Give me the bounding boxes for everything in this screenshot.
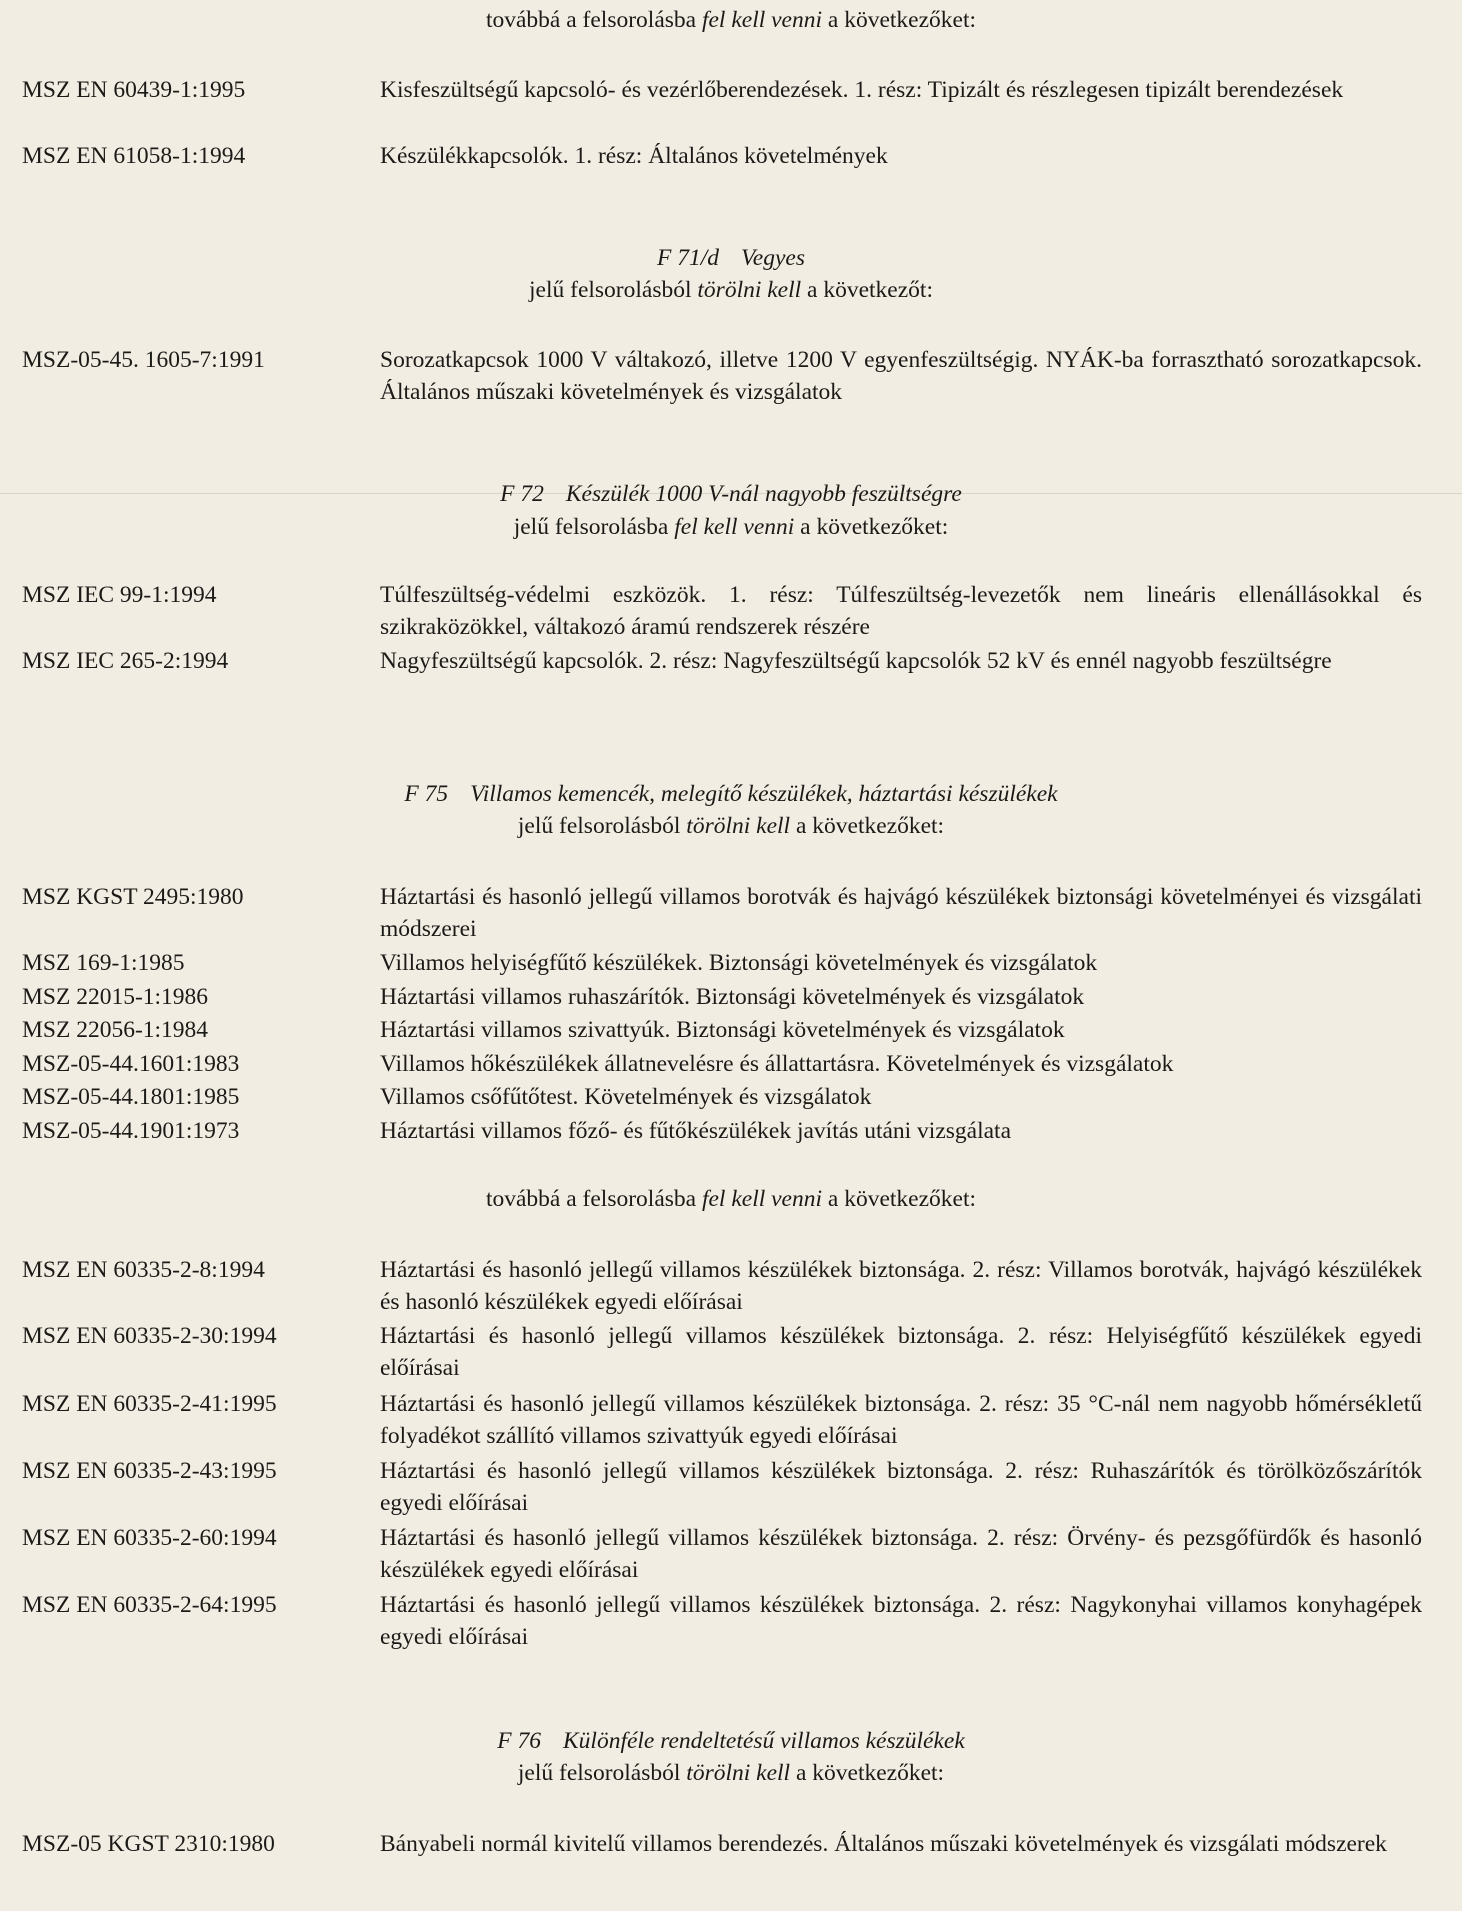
- intro-emphasis: fel kell venni: [701, 1186, 823, 1212]
- standard-code: MSZ EN 61058-1:1994: [22, 143, 246, 169]
- standard-code: MSZ-05-44.1601:1983: [22, 1051, 240, 1077]
- intro-text: a következőt:: [801, 277, 933, 303]
- intro-text: jelű felsorolásból: [529, 277, 698, 303]
- standard-code: MSZ-05-44.1901:1973: [22, 1118, 240, 1144]
- standard-title: Kisfeszültségű kapcsoló- és vezérlőberendezések. 1. rész: Tipizált és részlegesen tipizált berendezések: [380, 77, 1344, 103]
- intro-text: a következőket:: [794, 514, 949, 540]
- intro-text: a következőket:: [822, 1186, 977, 1212]
- section-heading: [0, 778, 1462, 810]
- standard-title: Háztartási és hasonló jellegű villamos készülékek biztonsága. 2. rész: Helyiségfűtő készülékek egyedi előírásai: [380, 1323, 1422, 1381]
- standard-code: MSZ EN 60335-2-30:1994: [22, 1323, 277, 1349]
- intro-top: [0, 4, 1462, 36]
- intro-text: a következőket:: [790, 813, 945, 839]
- section-heading-code: F 71/d: [657, 245, 720, 271]
- standard-title: Nagyfeszültségű kapcsolók. 2. rész: Nagyfeszültségű kapcsolók 52 kV és ennél nagyobb feszültségre: [380, 648, 1332, 674]
- standard-code: MSZ EN 60335-2-60:1994: [22, 1525, 277, 1551]
- intro-emphasis: fel kell venni: [674, 514, 795, 540]
- intro-text: a következőket:: [822, 7, 977, 33]
- intro-emphasis: törölni kell: [697, 277, 802, 303]
- section-intro: [0, 810, 1462, 842]
- standard-title: Túlfeszültség-védelmi eszközök. 1. rész: Túlfeszültség-levezetők nem lineáris ellenállásokkal és szikraközökkel, váltakozó áramú rendszerek részére: [380, 582, 1422, 640]
- intro-text: jelű felsorolásból: [517, 1760, 687, 1786]
- section-heading-title: Készülék 1000 V-nál nagyobb feszültségre: [565, 481, 962, 507]
- section-intro: [0, 274, 1462, 306]
- standard-title: Háztartási villamos ruhaszárítók. Biztonsági követelmények és vizsgálatok: [380, 984, 1085, 1010]
- section-heading: [0, 478, 1462, 510]
- standard-title: Villamos hőkészülékek állatnevelésre és állattartásra. Követelmények és vizsgálatok: [380, 1051, 1174, 1077]
- standard-code: MSZ EN 60335-2-8:1994: [22, 1257, 265, 1283]
- standard-code: MSZ IEC 265-2:1994: [22, 648, 229, 674]
- section-intro: [0, 1183, 1462, 1215]
- standard-code: MSZ KGST 2495:1980: [22, 884, 244, 910]
- standard-title: Háztartási és hasonló jellegű villamos készülékek biztonsága. 2. rész: Örvény- és pezsgőfürdők és hasonló készülékek egyedi előírásai: [380, 1525, 1422, 1583]
- standard-title: Háztartási és hasonló jellegű villamos készülékek biztonsága. 2. rész: 35 °C-nál nem nagyobb hőmérsékletű folyadékot szállító villamos szivattyúk egyedi előírásai: [380, 1391, 1422, 1449]
- standard-code: MSZ EN 60439-1:1995: [22, 77, 246, 103]
- standard-title: Bányabeli normál kivitelű villamos berendezés. Általános műszaki követelmények és vizsgálati módszerek: [380, 1831, 1387, 1857]
- standard-title: Háztartási villamos főző- és fűtőkészülékek javítás utáni vizsgálata: [380, 1118, 1012, 1144]
- standard-code: MSZ-05-45. 1605-7:1991: [22, 347, 265, 373]
- intro-text: a következőket:: [790, 1760, 945, 1786]
- standard-title: Villamos helyiségfűtő készülékek. Biztonsági követelmények és vizsgálatok: [380, 950, 1098, 976]
- standard-title: Villamos csőfűtőtest. Követelmények és vizsgálatok: [380, 1084, 872, 1110]
- section-heading-code: F 72: [500, 481, 544, 507]
- section-heading: [0, 242, 1462, 274]
- intro-emphasis: törölni kell: [686, 1760, 791, 1786]
- section-intro: [0, 1757, 1462, 1789]
- standard-code: MSZ-05-44.1801:1985: [22, 1084, 240, 1110]
- standard-code: MSZ 22056-1:1984: [22, 1017, 209, 1043]
- intro-emphasis: törölni kell: [686, 813, 791, 839]
- standard-title: Háztartási és hasonló jellegű villamos készülékek biztonsága. 2. rész: Ruhaszárítók és törölközőszárítók egyedi előírásai: [380, 1458, 1422, 1516]
- standard-title: Háztartási villamos szivattyúk. Biztonsági követelmények és vizsgálatok: [380, 1017, 1065, 1043]
- section-heading-title: Vegyes: [741, 245, 805, 271]
- intro-text: továbbá a felsorolásba: [485, 1186, 702, 1212]
- standard-title: Háztartási és hasonló jellegű villamos készülékek biztonsága. 2. rész: Nagykonyhai villamos konyhagépek egyedi előírásai: [380, 1592, 1422, 1650]
- standard-code: MSZ EN 60335-2-43:1995: [22, 1458, 277, 1484]
- standard-code: MSZ IEC 99-1:1994: [22, 582, 217, 608]
- intro-text: továbbá a felsorolásba: [485, 7, 702, 33]
- section-intro: [0, 511, 1462, 543]
- section-heading-title: Villamos kemencék, melegítő készülékek, háztartási készülékek: [470, 781, 1058, 807]
- standard-code: MSZ 169-1:1985: [22, 950, 185, 976]
- standard-title: Háztartási és hasonló jellegű villamos készülékek biztonsága. 2. rész: Villamos borotvák, hajvágó készülékek és hasonló készülékek egyedi előírásai: [380, 1257, 1422, 1315]
- intro-emphasis: fel kell venni: [701, 7, 823, 33]
- standard-title: Készülékkapcsolók. 1. rész: Általános követelmények: [380, 143, 888, 169]
- standard-code: MSZ EN 60335-2-41:1995: [22, 1391, 277, 1417]
- standard-code: MSZ 22015-1:1986: [22, 984, 209, 1010]
- section-heading-title: Különféle rendeltetésű villamos készülékek: [562, 1728, 965, 1754]
- section-heading: [0, 1725, 1462, 1757]
- section-heading-code: F 76: [497, 1728, 541, 1754]
- intro-text: jelű felsorolásból: [517, 813, 687, 839]
- standard-code: MSZ-05 KGST 2310:1980: [22, 1831, 275, 1857]
- standard-title: Háztartási és hasonló jellegű villamos borotvák és hajvágó készülékek biztonsági követelményei és vizsgálati módszerei: [380, 884, 1422, 942]
- section-heading-code: F 75: [404, 781, 449, 807]
- intro-text: jelű felsorolásba: [513, 514, 675, 540]
- standard-title: Sorozatkapcsok 1000 V váltakozó, illetve 1200 V egyenfeszültségig. NYÁK-ba forrasztható sorozatkapcsok. Általános műszaki követelmények és vizsgálatok: [380, 347, 1422, 405]
- standard-code: MSZ EN 60335-2-64:1995: [22, 1592, 277, 1618]
